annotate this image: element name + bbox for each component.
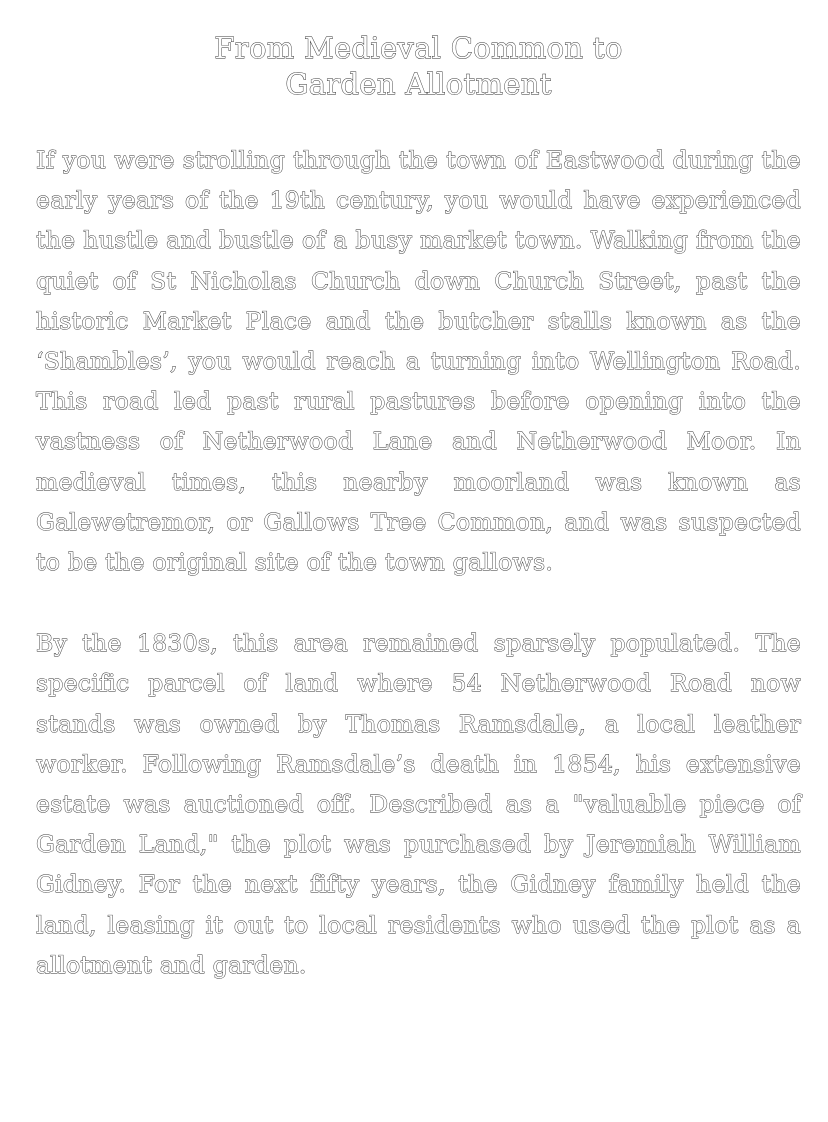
- page-title: [36, 30, 801, 102]
- title-line-2: Garden Allotment: [285, 67, 552, 101]
- title-line-1: From Medieval Common to: [214, 31, 623, 65]
- paragraph-1: If you were strolling through the town of Eastwood during the early years of the 19th century, you would have experienced the hustle and bustle of a busy market town. Walking from the quiet of St Nicholas Church down Church Street, past the historic Market Place and the butcher stalls known as the ‘Shambles’, you would reach a turning into Wellington Road. This road led past rural pastures before opening into the vastness of Netherwood Lane and Netherwood Moor. In medieval times, this nearby moorland was known as Galewetremor, or Gallows Tree Common, and was suspected to be the original site of the town gallows.: [36, 146, 801, 577]
- paragraph-2: By the 1830s, this area remained sparsely populated. The specific parcel of land where 54 Netherwood Road now stands was owned by Thomas Ramsdale, a local leather worker. Following Ramsdale’s death in 1854, his extensive estate was auctioned off. Described as a "valuable piece of Garden Land," the plot was purchased by Jeremiah William Gidney. For the next fifty years, the Gidney family held the land, leasing it out to local residents who used the plot as a allotment and garden.: [36, 629, 801, 979]
